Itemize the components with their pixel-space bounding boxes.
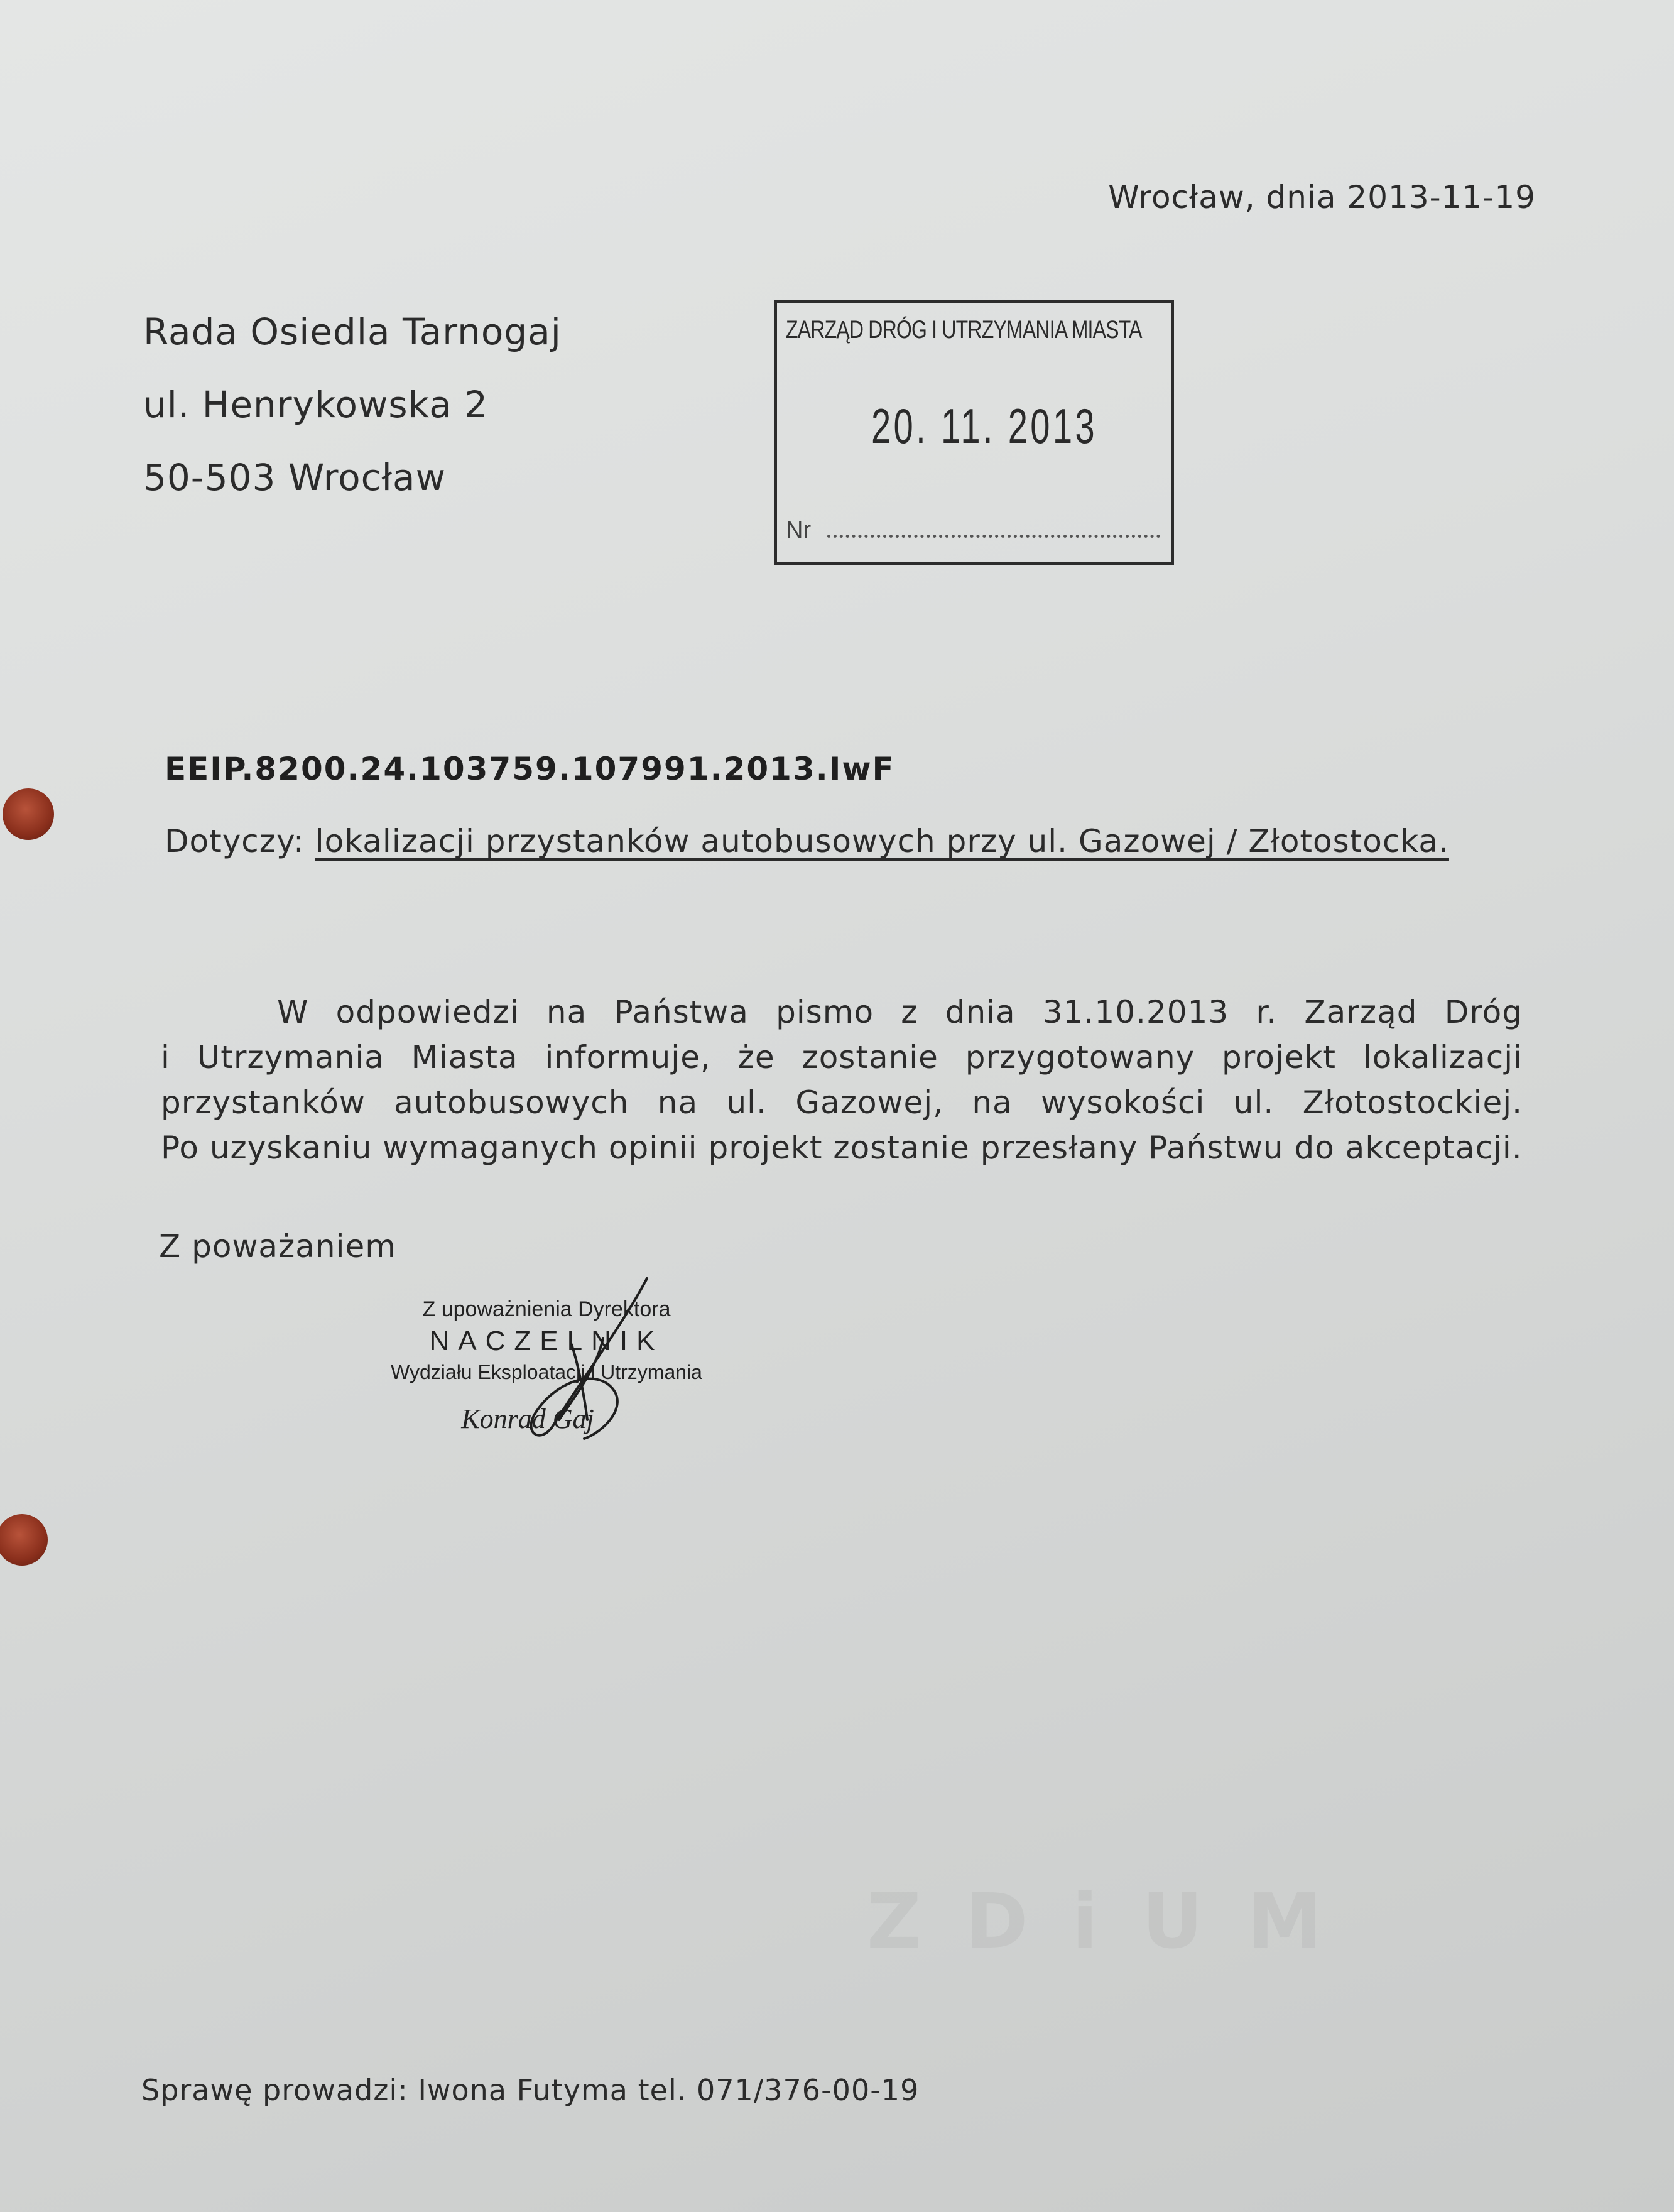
watermark-logo: ZDiUM (867, 1878, 1366, 1966)
punch-hole-top (3, 788, 54, 840)
signature-department: Wydziału Eksploatacji i Utrzymania (391, 1361, 702, 1383)
recipient-name: Rada Osiedla Tarnogaj (143, 310, 562, 353)
signature-authorization: Z upoważnienia Dyrektora (422, 1297, 671, 1321)
subject-line (165, 823, 1449, 859)
signature-title: NACZELNIK (429, 1326, 664, 1356)
body-line: i Utrzymania Miasta informuje, że zostanie przygotowany projekt lokalizacji (161, 1039, 1523, 1076)
recipient-street: ul. Henrykowska 2 (143, 383, 489, 426)
body-line: przystanków autobusowych na ul. Gazowej, na wysokości ul. Złotostockiej. (161, 1084, 1523, 1121)
stamp-nr-dotted-line (827, 535, 1160, 538)
reference-number: EEIP.8200.24.103759.107991.2013.IwF (165, 751, 895, 787)
body-line: W odpowiedzi na Państwa pismo z dnia 31.10.2013 r. Zarząd Dróg (277, 994, 1523, 1030)
body-line: Po uzyskaniu wymaganych opinii projekt zostanie przesłany Państwu do akceptacji. (161, 1130, 1523, 1166)
letter-body (161, 989, 1523, 1170)
subject-label: Dotyczy: (165, 823, 305, 859)
case-handler-footer: Sprawę prowadzi: Iwona Futyma tel. 071/376-00-19 (141, 2073, 920, 2107)
received-stamp (774, 300, 1174, 565)
recipient-address (143, 295, 562, 514)
stamp-nr-label: Nr (786, 517, 812, 543)
letter-date: Wrocław, dnia 2013-11-19 (1108, 179, 1536, 215)
signature-name: Konrad Gaj (461, 1403, 594, 1434)
handwritten-signature-icon (477, 1269, 678, 1457)
punch-hole-bottom (0, 1514, 48, 1566)
subject-text: lokalizacji przystanków autobusowych przy ul. Gazowej / Złotostocka. (315, 823, 1449, 859)
recipient-city: 50-503 Wrocław (143, 456, 447, 499)
closing-salutation: Z poważaniem (159, 1228, 396, 1265)
stamp-header: ZARZĄD DRÓG I UTRZYMANIA MIASTA (786, 316, 1142, 344)
stamp-date: 20. 11. 2013 (871, 398, 1097, 454)
